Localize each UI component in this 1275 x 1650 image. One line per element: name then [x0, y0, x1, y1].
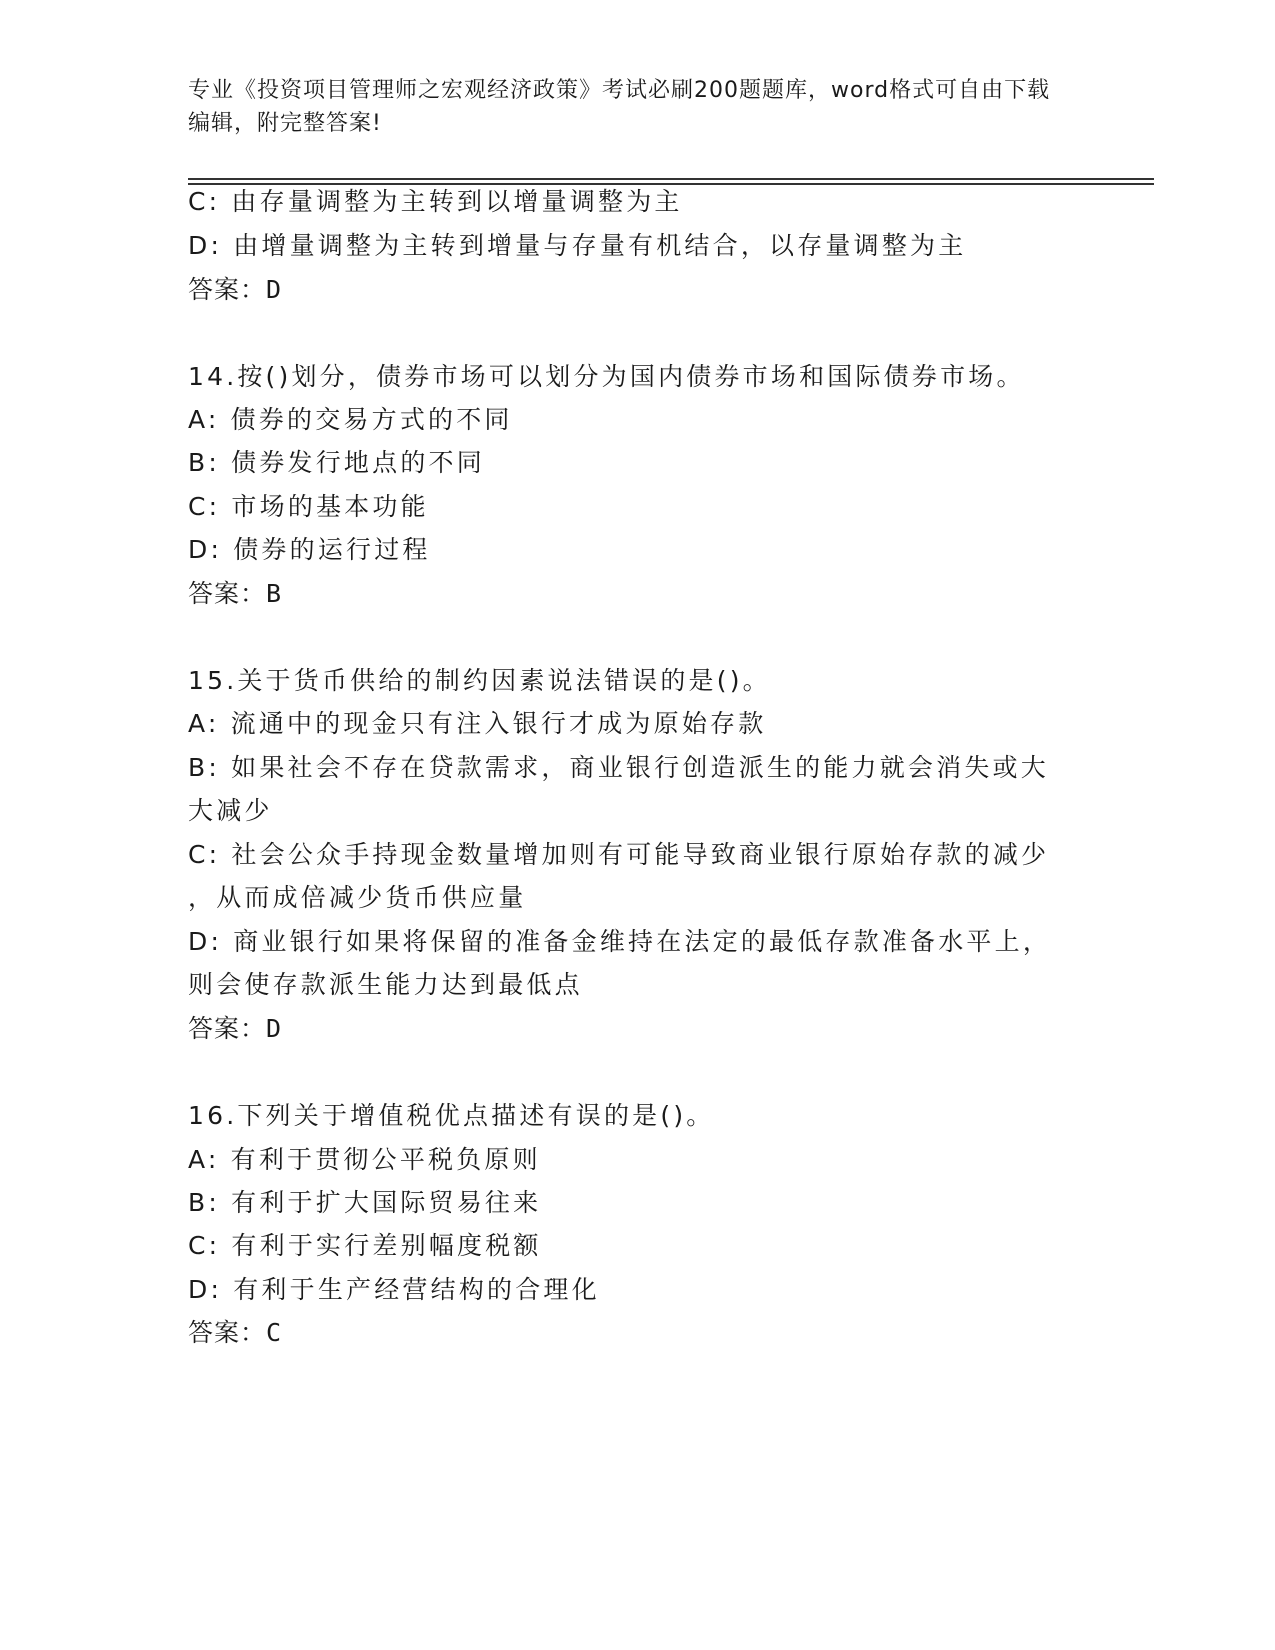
document-header: 专业《投资项目管理师之宏观经济政策》考试必刷200题题库，word格式可自由下载编辑，附完整答案!: [188, 78, 1051, 136]
answer: 答案：D: [188, 1014, 283, 1043]
answer: 答案：B: [188, 579, 283, 608]
option-b-continued: 大减少: [188, 796, 273, 825]
question-15: 15.关于货币供给的制约因素说法错误的是()。: [188, 666, 771, 695]
option-a: A: 有利于贯彻公平税负原则: [188, 1145, 541, 1174]
answer: 答案：C: [188, 1318, 283, 1347]
question-14: 14.按()划分，债券市场可以划分为国内债券市场和国际债券市场。: [188, 362, 1025, 391]
question-16: 16.下列关于增值税优点描述有误的是()。: [188, 1101, 715, 1130]
option-d: D: 由增量调整为主转到增量与存量有机结合，以存量调整为主: [188, 231, 967, 260]
header-rule-bottom: [188, 183, 1154, 185]
option-d: D: 商业银行如果将保留的准备金维持在法定的最低存款准备水平上，: [188, 927, 1052, 956]
answer: 答案：D: [188, 275, 283, 304]
option-b: B: 有利于扩大国际贸易往来: [188, 1188, 542, 1217]
header-rule-top: [188, 178, 1154, 180]
option-a: A: 债券的交易方式的不同: [188, 405, 513, 434]
option-c: C: 由存量调整为主转到以增量调整为主: [188, 187, 683, 216]
option-b: B: 如果社会不存在贷款需求，商业银行创造派生的能力就会消失或大: [188, 753, 1049, 782]
option-c: C: 市场的基本功能: [188, 492, 429, 521]
option-d: D: 有利于生产经营结构的合理化: [188, 1275, 600, 1304]
option-c: C: 有利于实行差别幅度税额: [188, 1231, 542, 1260]
option-d: D: 债券的运行过程: [188, 535, 431, 564]
option-c: C: 社会公众手持现金数量增加则有可能导致商业银行原始存款的减少: [188, 840, 1050, 869]
option-d-continued: 则会使存款派生能力达到最低点: [188, 970, 583, 999]
option-b: B: 债券发行地点的不同: [188, 448, 485, 477]
option-a: A: 流通中的现金只有注入银行才成为原始存款: [188, 709, 767, 738]
option-c-continued: ，从而成倍减少货币供应量: [188, 883, 527, 912]
